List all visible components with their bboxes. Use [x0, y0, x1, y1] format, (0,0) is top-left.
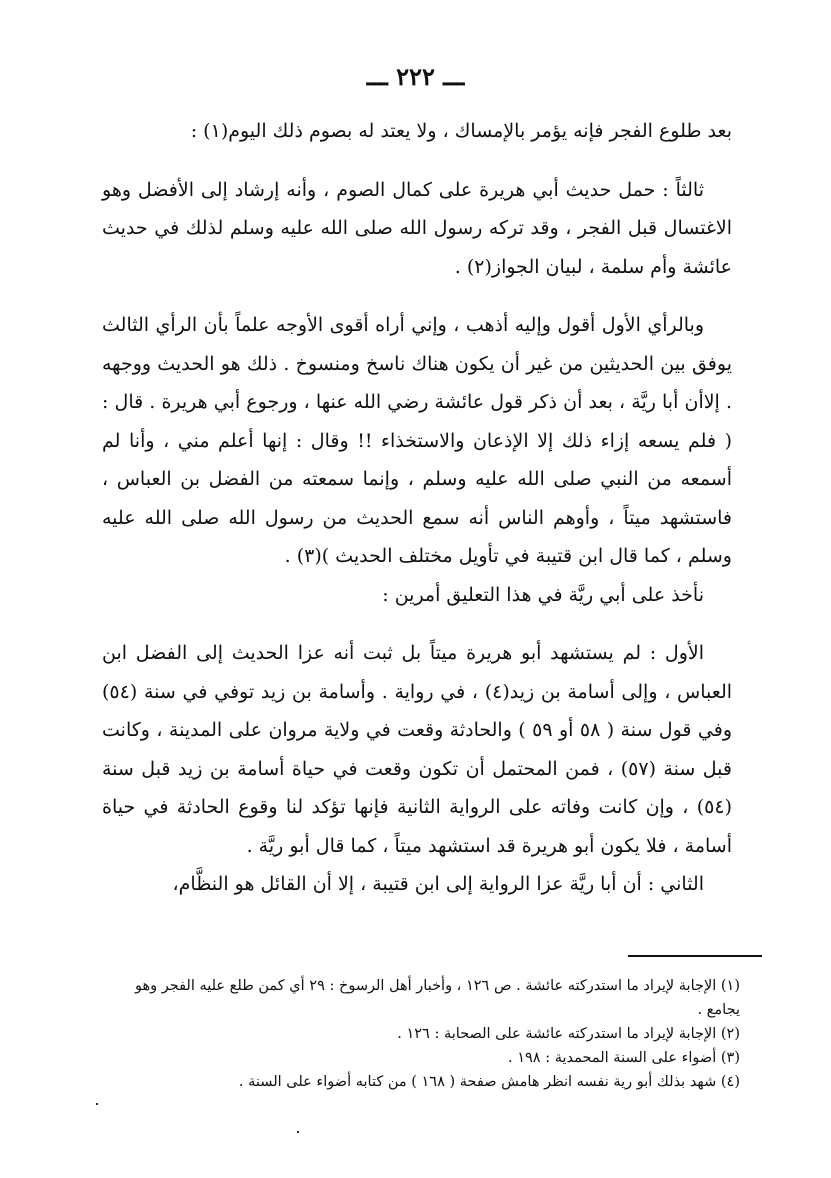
- paragraph-continuation: بعد طلوع الفجر فإنه يؤمر بالإمساك ، ولا يعتد له بصوم ذلك اليوم(١) :: [190, 120, 732, 142]
- paragraph-gap: [102, 286, 732, 306]
- paragraph-first-objection: الأول : لم يستشهد أبو هريرة ميتاً بل ثبت أنه عزا الحديث إلى الفضل ابن العباس ، وإلى أسامة بن زيد(٤) ، في رواية . وأسامة بن زيد توفي في سنة (٥٤) وفي قول سنة ( ٥٨ أو ٥٩ ) والحادثة وقعت في ولاية مروان على المدينة ، وكانت قبل سنة (٥٧) ، فمن المحتمل أن تكون وقعت في حياة أسامة بن زيد قبل سنة (٥٤) ، وإن كانت وفاته على الرواية الثانية فإنها تؤكد لنا وقوع الحادثة في حياة أسامة ، فلا يكون أبو هريرة قد استشهد ميتاً ، كما قال أبو ريَّة .: [102, 642, 733, 857]
- footnote-4: (٤) شهد بذلك أبو رية نفسه انظر هامش صفحة ( ١٦٨ ) من كتابه أضواء على السنة .: [238, 1074, 740, 1090]
- paragraph-gap: [102, 151, 732, 171]
- scan-speck: [297, 1131, 299, 1133]
- main-text: [102, 112, 732, 904]
- footnotes: [112, 974, 740, 1094]
- footnote-3: (٣) أضواء على السنة المحمدية : ١٩٨ .: [508, 1050, 740, 1066]
- paragraph-third-point: ثالثاً : حمل حديث أبي هريرة على كمال الصوم ، وأنه إرشاد إلى الأفضل وهو الاغتسال قبل الفجر ، وقد تركه رسول الله صلى الله عليه وسلم لذلك في حديث عائشة وأم سلمة ، لبيان الجواز(٢) .: [102, 178, 732, 278]
- footnote-divider: [628, 955, 762, 957]
- footnote-1: (١) الإجابة لإيراد ما استدركته عائشة . ص ١٢٦ ، وأخبار أهل الرسوخ : ٢٩ أي كمن طلع عليه الفجر وهو يجامع .: [134, 978, 740, 1018]
- scan-speck: [96, 1103, 98, 1105]
- paragraph-two-objections: نأخذ على أبي ريَّة في هذا التعليق أمرين :: [382, 583, 704, 606]
- paragraph-author-opinion: وبالرأي الأول أقول وإليه أذهب ، وإني أراه أقوى الأوجه علماً بأن الرأي الثالث يوفق بين الحديثين من غير أن يكون هناك ناسخ ومنسوخ . ذلك هو الحديث ووجهه . إلاأن أبا ريَّة ، بعد أن ذكر قول عائشة رضي الله عنها ، ورجوع أبي هريرة . قال : ( فلم يسعه إزاء ذلك إلا الإذعان والاستخذاء !! وقال : إنها أعلم مني ، وأنا لم أسمعه من النبي صلى الله عليه وسلم ، وإنما سمعته من الفضل بن العباس ، فاستشهد ميتاً ، وأوهم الناس أنه سمع الحديث من رسول الله صلى الله عليه وسلم ، كما قال ابن قتيبة في تأويل مختلف الحديث )(٣) .: [102, 314, 732, 567]
- page-number: ـــ ٢٢٢ ـــ: [366, 62, 465, 91]
- paragraph-gap: [102, 614, 732, 634]
- footnote-2: (٢) الإجابة لإيراد ما استدركته عائشة على الصحابة : ١٢٦ .: [397, 1026, 740, 1042]
- paragraph-second-objection: الثاني : أن أبا ريَّة عزا الرواية إلى ابن قتيبة ، إلا أن القائل هو النظَّام،: [172, 873, 704, 895]
